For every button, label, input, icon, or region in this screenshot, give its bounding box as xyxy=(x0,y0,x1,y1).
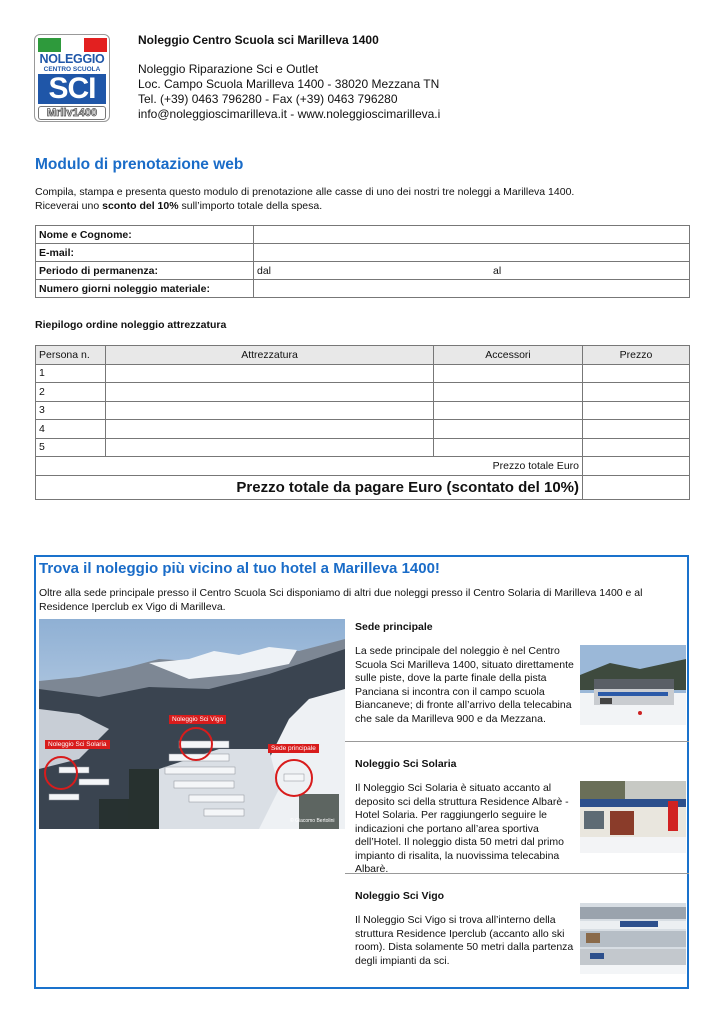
section-divider xyxy=(345,741,689,742)
discount-highlight: sconto del 10% xyxy=(102,199,179,212)
email-input[interactable] xyxy=(254,244,690,262)
table-row xyxy=(36,401,690,420)
section-title: Sede principale xyxy=(355,621,433,633)
locations-intro: Oltre alla sede principale presso il Centro Scuola Sci disponiamo di altri due noleggi presso il Centro Solaria di Marilleva 1400 e al Residence Iperclub ex Vigo di Marilleva. xyxy=(39,587,643,613)
person-number: 2 xyxy=(36,383,106,402)
period-from-label: dal xyxy=(257,264,272,277)
solaria-shop-photo xyxy=(580,781,686,853)
logo-line-3: SCI xyxy=(38,74,106,104)
company-address: Loc. Campo Scuola Marilleva 1400 - 38020 Mezzana TN xyxy=(138,77,440,91)
person-number: 3 xyxy=(36,401,106,420)
column-header-price: Prezzo xyxy=(583,346,690,365)
period-label: Periodo di permanenza: xyxy=(36,262,254,280)
field-row-name xyxy=(36,226,690,244)
form-intro xyxy=(35,186,574,213)
total-label: Prezzo totale Euro xyxy=(36,457,583,476)
price-cell[interactable] xyxy=(583,420,690,439)
company-phone-fax: Tel. (+39) 0463 796280 - Fax (+39) 0463 796280 xyxy=(138,92,398,106)
order-header-row xyxy=(36,346,690,365)
table-row xyxy=(36,364,690,383)
table-row xyxy=(36,438,690,457)
equipment-cell[interactable] xyxy=(106,364,434,383)
total-row xyxy=(36,457,690,476)
discounted-total-row xyxy=(36,475,690,499)
discounted-total-value-cell[interactable] xyxy=(583,475,690,499)
section-title: Noleggio Sci Solaria xyxy=(355,758,457,770)
company-tagline: Noleggio Riparazione Sci e Outlet xyxy=(138,62,319,76)
location-section-main xyxy=(355,621,688,726)
intro-text: Riceverai uno xyxy=(35,199,103,212)
rental-days-label: Numero giorni noleggio materiale: xyxy=(36,280,254,298)
section-title: Noleggio Sci Vigo xyxy=(355,890,445,902)
table-row xyxy=(36,420,690,439)
equipment-cell[interactable] xyxy=(106,420,434,439)
form-intro-line-2 xyxy=(35,200,574,214)
accessories-cell[interactable] xyxy=(434,383,583,402)
map-label-solaria: Noleggio Sci Solaria xyxy=(45,740,110,749)
field-row-period xyxy=(36,262,690,280)
person-number: 4 xyxy=(36,420,106,439)
locations-title: Trova il noleggio più vicino al tuo hotel a Marilleva 1400! xyxy=(39,560,440,577)
map-marker-solaria xyxy=(44,756,78,790)
email-label: E-mail: xyxy=(36,244,254,262)
company-info xyxy=(138,33,440,122)
logo-line-2: CENTRO SCUOLA xyxy=(43,66,101,73)
location-section-solaria xyxy=(355,758,688,877)
name-label: Nome e Cognome: xyxy=(36,226,254,244)
table-row xyxy=(36,383,690,402)
company-email-web[interactable]: info@noleggioscimarilleva.it - www.noleggioscimarilleva.i xyxy=(138,107,441,121)
accessories-cell[interactable] xyxy=(434,438,583,457)
map-label-main: Sede principale xyxy=(268,744,319,753)
resort-aerial-illustration xyxy=(39,619,345,829)
column-header-person: Persona n. xyxy=(36,346,106,365)
price-cell[interactable] xyxy=(583,438,690,457)
section-body: Il Noleggio Sci Vigo si trova all’interno della struttura Residence Iperclub (accanto allo ski room). Dista solamente 50 metri dalla partenza degli impianti da sci. xyxy=(355,914,574,967)
location-section-vigo xyxy=(355,890,688,968)
person-number: 5 xyxy=(36,438,106,457)
flag-red xyxy=(84,38,107,52)
equipment-cell[interactable] xyxy=(106,438,434,457)
order-summary-title: Riepilogo ordine noleggio attrezzatura xyxy=(35,319,227,331)
company-logo xyxy=(34,34,110,122)
photo-credit: © Giacomo Bertolini xyxy=(290,818,335,824)
equipment-cell[interactable] xyxy=(106,383,434,402)
field-row-email xyxy=(36,244,690,262)
section-body: Il Noleggio Sci Solaria è situato accanto al deposito sci della struttura Residence Albarè - Hotel Solaria. Per raggiungerlo seguire le indicazioni che portano all’area sportiva dell’Hotel. Il noleggio dista 50 metri dal primo impianto di risalita, la nuovissima telecabina Albarè. xyxy=(355,782,569,875)
price-cell[interactable] xyxy=(583,401,690,420)
column-header-accessories: Accessori xyxy=(434,346,583,365)
main-shop-photo xyxy=(580,645,686,725)
vigo-shop-illustration xyxy=(580,903,686,974)
vigo-shop-photo xyxy=(580,903,686,974)
form-intro-line-1: Compila, stampa e presenta questo modulo di prenotazione alle casse di uno dei nostri tre noleggi a Marilleva 1400. xyxy=(35,186,575,198)
form-title: Modulo di prenotazione web xyxy=(35,156,244,173)
intro-text: sull’importo totale della spesa. xyxy=(178,199,323,212)
section-divider xyxy=(345,873,689,874)
period-to-label: al xyxy=(493,264,502,277)
accessories-cell[interactable] xyxy=(434,401,583,420)
accessories-cell[interactable] xyxy=(434,364,583,383)
section-body: La sede principale del noleggio è nel Centro Scuola Sci Marilleva 1400, situato direttamente sulle piste, dove la parte finale della pista Panciana si incontra con il campo scuola Biancaneve; di fronte all’arrivo della telecabina che sale da Marilleva 900 e da Mezzana. xyxy=(355,645,574,725)
rental-days-input[interactable] xyxy=(254,280,690,298)
map-marker-vigo xyxy=(179,727,213,761)
discounted-total-label: Prezzo totale da pagare Euro (scontato del 10%) xyxy=(36,475,583,499)
period-input[interactable] xyxy=(254,262,690,280)
order-summary-table xyxy=(35,345,690,500)
flag-green xyxy=(38,38,61,52)
customer-details-table xyxy=(35,225,690,298)
person-number: 1 xyxy=(36,364,106,383)
column-header-equipment: Attrezzatura xyxy=(106,346,434,365)
solaria-shop-illustration xyxy=(580,781,686,853)
equipment-cell[interactable] xyxy=(106,401,434,420)
name-input[interactable] xyxy=(254,226,690,244)
price-cell[interactable] xyxy=(583,383,690,402)
logo-line-1: NOLEGGIO xyxy=(39,52,105,66)
map-marker-main xyxy=(275,759,313,797)
field-row-days xyxy=(36,280,690,298)
total-value-cell[interactable] xyxy=(583,457,690,476)
accessories-cell[interactable] xyxy=(434,420,583,439)
company-name: Noleggio Centro Scuola sci Marilleva 1400 xyxy=(138,33,379,47)
resort-aerial-photo xyxy=(39,619,345,829)
main-shop-illustration xyxy=(580,645,686,725)
price-cell[interactable] xyxy=(583,364,690,383)
flag-white xyxy=(61,38,84,52)
map-label-vigo: Noleggio Sci Vigo xyxy=(169,715,226,724)
logo-line-4: Mrllv1400 xyxy=(38,106,106,120)
